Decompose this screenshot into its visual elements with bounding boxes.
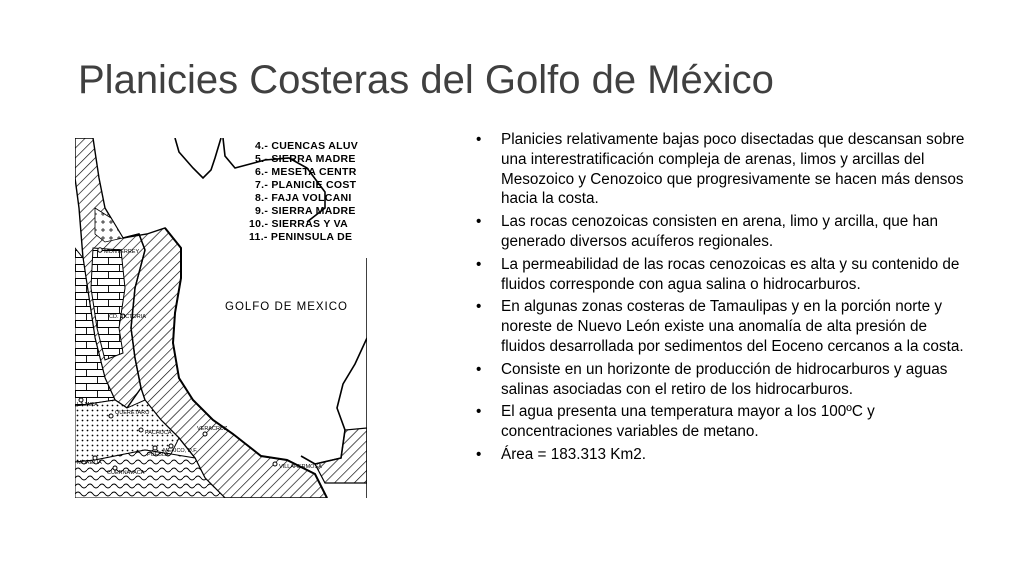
map-drawing bbox=[75, 138, 367, 498]
city-label-morelia: MORELIA bbox=[77, 460, 102, 466]
bullet-item bbox=[474, 360, 974, 400]
interior-basin-region bbox=[95, 208, 123, 242]
slide-title: Planicies Costeras del Golfo de México bbox=[78, 58, 774, 102]
bullet-text: Las rocas cenozoicas consisten en arena, limo y arcilla, que han generado diversos acuíferos regionales. bbox=[501, 213, 939, 250]
bullet-dot: • bbox=[476, 360, 482, 378]
bullet-text: La permeabilidad de las rocas cenozoicas es alta y su contenido de fluidos corresponde con agua salina o hidrocarburos. bbox=[501, 255, 960, 293]
yucatan-region bbox=[315, 428, 367, 483]
city-label-guadalajara: LAJARA bbox=[77, 402, 98, 408]
bullet-dot: • bbox=[476, 403, 482, 421]
bullet-text: Planicies relativamente bajas poco disectadas que descansan sobre una interestratificación compleja de arenas, limos y arcillas del Mesozoico y Cenozoico que progresivamente se hacen más densos hacia la costa. bbox=[501, 131, 965, 208]
city-label-veracruz: VERACRUZ bbox=[197, 426, 228, 432]
city-label-puebla: PUEBLA bbox=[147, 452, 169, 458]
northern-border-line bbox=[175, 138, 221, 178]
city-label-cd-victoria: CD. VICTORIA bbox=[109, 314, 146, 320]
legend-item: 11.- PENINSULA DE bbox=[249, 231, 353, 243]
city-label-pachuca: PACHUCA bbox=[145, 430, 172, 436]
bullet-item bbox=[474, 445, 974, 465]
bullet-dot: • bbox=[476, 213, 482, 231]
legend-item: 6.- MESETA CENTR bbox=[255, 166, 357, 178]
bullet-text: Área = 183.313 Km2. bbox=[501, 445, 646, 463]
city-label-cuernavaca: CUERNAVACA bbox=[107, 470, 145, 476]
physiographic-map bbox=[75, 138, 367, 498]
bullet-dot: • bbox=[476, 445, 482, 463]
legend-item: 7.- PLANICIE COST bbox=[255, 179, 357, 191]
legend-item: 10.- SIERRAS Y VA bbox=[249, 218, 349, 230]
city-label-monterrey: MONTERREY bbox=[104, 249, 140, 255]
legend-item: 9.- SIERRA MADRE bbox=[255, 205, 356, 217]
bullet-item bbox=[474, 255, 974, 295]
bullet-list bbox=[474, 130, 974, 468]
city-label-mexico-df: MEXICO, D.F. bbox=[163, 448, 198, 454]
city-label-queretaro: QUERETARO bbox=[115, 410, 150, 416]
bullet-item bbox=[474, 212, 974, 252]
bullet-text: En algunas zonas costeras de Tamaulipas y en la porción norte y noreste de Nuevo León existe una anomalía de alta presión de fluidos desarrollada por sedimentos del Eoceno cercanos a la costa. bbox=[501, 298, 964, 355]
bullet-item bbox=[474, 297, 974, 356]
city-label-villahermosa: VILLAHERMOSA bbox=[279, 464, 322, 470]
legend-item: 4.- CUENCAS ALUV bbox=[255, 140, 359, 152]
bullet-dot: • bbox=[476, 131, 482, 148]
legend-item: 5.- SIERRA MADRE bbox=[255, 153, 356, 165]
bullet-dot: • bbox=[476, 298, 482, 316]
bullet-text: Consiste en un horizonte de producción de hidrocarburos y aguas salinas asociadas con el retiro de los hidrocarburos. bbox=[501, 360, 948, 398]
legend-item: 8.- FAJA VOLCANI bbox=[255, 192, 352, 204]
bullet-item bbox=[474, 402, 974, 442]
bullet-dot: • bbox=[476, 255, 482, 273]
bullet-item bbox=[474, 130, 974, 209]
gulf-label: GOLFO DE MEXICO bbox=[225, 301, 348, 313]
bullet-text: El agua presenta una temperatura mayor a los 100ºC y concentraciones variables de metano. bbox=[501, 403, 875, 441]
